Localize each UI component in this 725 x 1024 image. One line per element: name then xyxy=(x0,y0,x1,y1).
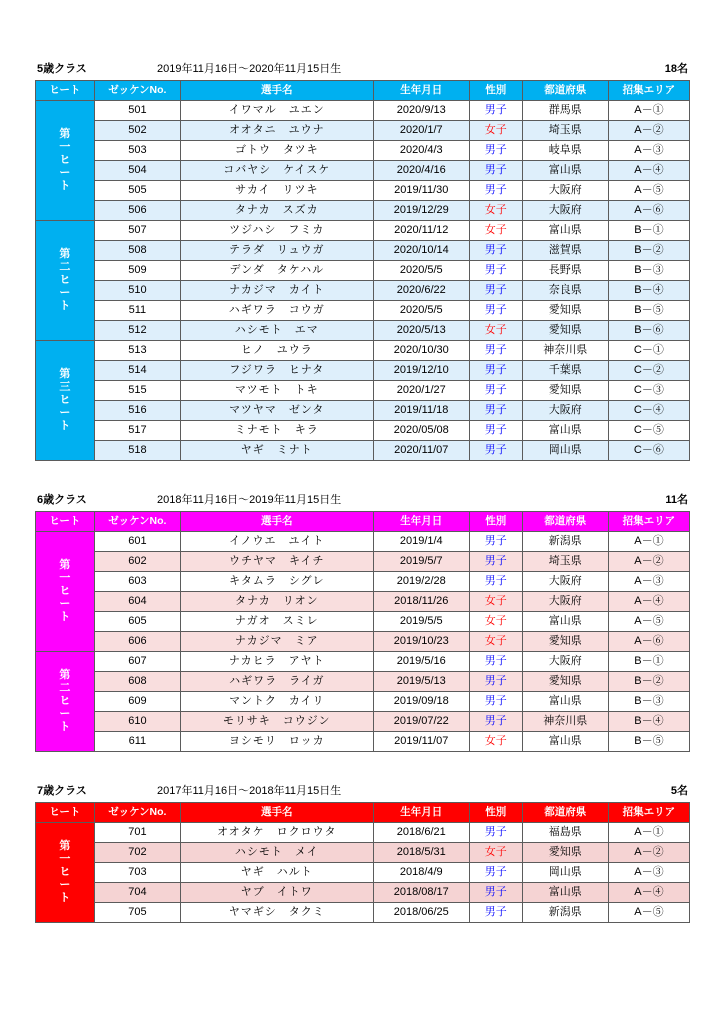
athlete-name: ヨシモリ ロッカ xyxy=(180,732,373,752)
birth-date: 2019/1/4 xyxy=(373,532,469,552)
athlete-name: ヤブ イトワ xyxy=(180,883,373,903)
assembly-area: B－③ xyxy=(608,261,689,281)
prefecture: 福島県 xyxy=(522,823,608,843)
gender: 女子 xyxy=(469,592,522,612)
gender: 男子 xyxy=(469,652,522,672)
column-header: ヒート xyxy=(36,512,95,532)
bib-number: 610 xyxy=(94,712,180,732)
bib-number: 611 xyxy=(94,732,180,752)
bib-number: 509 xyxy=(94,261,180,281)
table-row xyxy=(36,532,690,552)
assembly-area: B－① xyxy=(608,221,689,241)
birth-date: 2019/11/07 xyxy=(373,732,469,752)
prefecture: 岐阜県 xyxy=(522,141,608,161)
table-row xyxy=(36,281,690,301)
assembly-area: A－⑤ xyxy=(608,903,689,923)
athlete-name: ミナモト キラ xyxy=(180,421,373,441)
assembly-area: C－④ xyxy=(608,401,689,421)
athlete-name: ナガオ スミレ xyxy=(180,612,373,632)
column-header: 選手名 xyxy=(180,803,373,823)
bib-number: 703 xyxy=(94,863,180,883)
entry-table xyxy=(35,511,690,752)
birth-date: 2019/11/18 xyxy=(373,401,469,421)
birth-date: 2018/4/9 xyxy=(373,863,469,883)
birth-date: 2019/09/18 xyxy=(373,692,469,712)
prefecture: 大阪府 xyxy=(522,181,608,201)
prefecture: 神奈川県 xyxy=(522,712,608,732)
table-row xyxy=(36,612,690,632)
athlete-name: モリサキ コウジン xyxy=(180,712,373,732)
table-row xyxy=(36,101,690,121)
bib-number: 603 xyxy=(94,572,180,592)
bib-number: 512 xyxy=(94,321,180,341)
gender: 男子 xyxy=(469,301,522,321)
prefecture: 富山県 xyxy=(522,612,608,632)
heat-label xyxy=(36,101,95,221)
sections-container xyxy=(35,60,690,923)
table-row xyxy=(36,321,690,341)
column-header: ゼッケンNo. xyxy=(94,81,180,101)
bib-number: 510 xyxy=(94,281,180,301)
athlete-name: オオタニ ユウナ xyxy=(180,121,373,141)
assembly-area: C－⑥ xyxy=(608,441,689,461)
gender: 男子 xyxy=(469,903,522,923)
birth-date: 2019/07/22 xyxy=(373,712,469,732)
prefecture: 大阪府 xyxy=(522,201,608,221)
birth-date: 2020/9/13 xyxy=(373,101,469,121)
athlete-name: マツモト トキ xyxy=(180,381,373,401)
gender: 女子 xyxy=(469,121,522,141)
gender: 男子 xyxy=(469,241,522,261)
birth-date-range: 2018年11月16日～2019年11月15日生 xyxy=(157,494,342,506)
assembly-area: B－⑤ xyxy=(608,301,689,321)
birth-date: 2020/10/14 xyxy=(373,241,469,261)
birth-date: 2020/10/30 xyxy=(373,341,469,361)
prefecture: 愛知県 xyxy=(522,632,608,652)
prefecture: 愛知県 xyxy=(522,321,608,341)
athlete-name: ヤマギシ タクミ xyxy=(180,903,373,923)
gender: 女子 xyxy=(469,843,522,863)
entry-table xyxy=(35,802,690,923)
birth-date: 2020/05/08 xyxy=(373,421,469,441)
column-header: ヒート xyxy=(36,81,95,101)
birth-date: 2018/06/25 xyxy=(373,903,469,923)
entrant-count: 11名 xyxy=(665,494,688,506)
gender: 男子 xyxy=(469,883,522,903)
bib-number: 501 xyxy=(94,101,180,121)
bib-number: 701 xyxy=(94,823,180,843)
table-row xyxy=(36,361,690,381)
prefecture: 大阪府 xyxy=(522,592,608,612)
column-header: 性別 xyxy=(469,512,522,532)
prefecture: 大阪府 xyxy=(522,652,608,672)
birth-date: 2020/11/07 xyxy=(373,441,469,461)
gender: 男子 xyxy=(469,532,522,552)
assembly-area: A－④ xyxy=(608,592,689,612)
assembly-area: A－② xyxy=(608,121,689,141)
athlete-name: ヤギ ミナト xyxy=(180,441,373,461)
athlete-name: デンダ タケハル xyxy=(180,261,373,281)
table-row xyxy=(36,181,690,201)
heat-label-text: 第 二 ヒ ー ト xyxy=(59,669,71,733)
birth-date: 2018/08/17 xyxy=(373,883,469,903)
table-row xyxy=(36,672,690,692)
birth-date: 2019/2/28 xyxy=(373,572,469,592)
prefecture: 埼玉県 xyxy=(522,552,608,572)
athlete-name: ナカジマ ミア xyxy=(180,632,373,652)
table-row xyxy=(36,341,690,361)
birth-date: 2020/5/13 xyxy=(373,321,469,341)
birth-date: 2019/5/5 xyxy=(373,612,469,632)
prefecture: 富山県 xyxy=(522,221,608,241)
table-row xyxy=(36,732,690,752)
birth-date: 2018/11/26 xyxy=(373,592,469,612)
bib-number: 514 xyxy=(94,361,180,381)
bib-number: 503 xyxy=(94,141,180,161)
athlete-name: オオタケ ロクロウタ xyxy=(180,823,373,843)
athlete-name: ツジハシ フミカ xyxy=(180,221,373,241)
bib-number: 504 xyxy=(94,161,180,181)
athlete-name: テラダ リュウガ xyxy=(180,241,373,261)
gender: 男子 xyxy=(469,361,522,381)
prefecture: 神奈川県 xyxy=(522,341,608,361)
table-row xyxy=(36,843,690,863)
column-header: 生年月日 xyxy=(373,512,469,532)
bib-number: 515 xyxy=(94,381,180,401)
prefecture: 岡山県 xyxy=(522,441,608,461)
bib-number: 604 xyxy=(94,592,180,612)
bib-number: 502 xyxy=(94,121,180,141)
bib-number: 602 xyxy=(94,552,180,572)
birth-date: 2018/5/31 xyxy=(373,843,469,863)
birth-date-range: 2019年11月16日～2020年11月15日生 xyxy=(157,63,342,75)
assembly-area: A－④ xyxy=(608,883,689,903)
bib-number: 606 xyxy=(94,632,180,652)
gender: 女子 xyxy=(469,732,522,752)
bib-number: 601 xyxy=(94,532,180,552)
class-label: 5歳クラス xyxy=(37,63,87,75)
heat-label-text: 第 一 ヒ ー ト xyxy=(59,559,71,623)
bib-number: 507 xyxy=(94,221,180,241)
birth-date: 2020/4/16 xyxy=(373,161,469,181)
gender: 男子 xyxy=(469,161,522,181)
bib-number: 705 xyxy=(94,903,180,923)
bib-number: 513 xyxy=(94,341,180,361)
bib-number: 506 xyxy=(94,201,180,221)
prefecture: 富山県 xyxy=(522,883,608,903)
table-row xyxy=(36,632,690,652)
table-row xyxy=(36,381,690,401)
assembly-area: B－③ xyxy=(608,692,689,712)
athlete-name: タナカ リオン xyxy=(180,592,373,612)
prefecture: 愛知県 xyxy=(522,672,608,692)
assembly-area: C－③ xyxy=(608,381,689,401)
table-row xyxy=(36,221,690,241)
gender: 女子 xyxy=(469,612,522,632)
class-label: 7歳クラス xyxy=(37,785,87,797)
assembly-area: C－② xyxy=(608,361,689,381)
birth-date-range: 2017年11月16日～2018年11月15日生 xyxy=(157,785,342,797)
birth-date: 2019/12/29 xyxy=(373,201,469,221)
class-section xyxy=(35,491,690,752)
table-header-row xyxy=(36,803,690,823)
prefecture: 愛知県 xyxy=(522,381,608,401)
prefecture: 群馬県 xyxy=(522,101,608,121)
table-row xyxy=(36,161,690,181)
assembly-area: B－④ xyxy=(608,281,689,301)
column-header: 都道府県 xyxy=(522,81,608,101)
bib-number: 505 xyxy=(94,181,180,201)
prefecture: 大阪府 xyxy=(522,401,608,421)
bib-number: 516 xyxy=(94,401,180,421)
table-row xyxy=(36,592,690,612)
gender: 男子 xyxy=(469,823,522,843)
assembly-area: B－② xyxy=(608,672,689,692)
assembly-area: A－③ xyxy=(608,572,689,592)
table-row xyxy=(36,141,690,161)
bib-number: 605 xyxy=(94,612,180,632)
table-row xyxy=(36,863,690,883)
athlete-name: ヒノ ユウラ xyxy=(180,341,373,361)
gender: 女子 xyxy=(469,221,522,241)
heat-label xyxy=(36,341,95,461)
athlete-name: サカイ リツキ xyxy=(180,181,373,201)
entry-table xyxy=(35,80,690,461)
birth-date: 2020/1/7 xyxy=(373,121,469,141)
table-row xyxy=(36,301,690,321)
gender: 男子 xyxy=(469,572,522,592)
assembly-area: A－① xyxy=(608,823,689,843)
prefecture: 大阪府 xyxy=(522,572,608,592)
prefecture: 埼玉県 xyxy=(522,121,608,141)
prefecture: 愛知県 xyxy=(522,301,608,321)
birth-date: 2019/10/23 xyxy=(373,632,469,652)
table-row xyxy=(36,201,690,221)
assembly-area: C－⑤ xyxy=(608,421,689,441)
gender: 男子 xyxy=(469,261,522,281)
table-header-row xyxy=(36,512,690,532)
athlete-name: ヤギ ハルト xyxy=(180,863,373,883)
assembly-area: C－① xyxy=(608,341,689,361)
prefecture: 滋賀県 xyxy=(522,241,608,261)
birth-date: 2020/4/3 xyxy=(373,141,469,161)
assembly-area: B－② xyxy=(608,241,689,261)
heat-label xyxy=(36,532,95,652)
heat-label xyxy=(36,221,95,341)
assembly-area: A－⑥ xyxy=(608,632,689,652)
column-header: 招集エリア xyxy=(608,81,689,101)
gender: 男子 xyxy=(469,712,522,732)
prefecture: 愛知県 xyxy=(522,843,608,863)
table-row xyxy=(36,421,690,441)
gender: 女子 xyxy=(469,201,522,221)
table-row xyxy=(36,261,690,281)
bib-number: 518 xyxy=(94,441,180,461)
athlete-name: ナカジマ カイト xyxy=(180,281,373,301)
column-header: 性別 xyxy=(469,803,522,823)
prefecture: 千葉県 xyxy=(522,361,608,381)
athlete-name: イワマル ユエン xyxy=(180,101,373,121)
heat-label-text: 第 一 ヒ ー ト xyxy=(59,128,71,192)
athlete-name: ハシモト メイ xyxy=(180,843,373,863)
entrant-count: 18名 xyxy=(664,63,688,75)
section-header xyxy=(35,60,690,80)
gender: 女子 xyxy=(469,321,522,341)
prefecture: 岡山県 xyxy=(522,863,608,883)
column-header: 生年月日 xyxy=(373,803,469,823)
section-header xyxy=(35,782,690,802)
column-header: 選手名 xyxy=(180,81,373,101)
bib-number: 517 xyxy=(94,421,180,441)
athlete-name: ハシモト エマ xyxy=(180,321,373,341)
heat-label-text: 第 二 ヒ ー ト xyxy=(59,248,71,312)
class-section xyxy=(35,60,690,461)
birth-date: 2019/5/7 xyxy=(373,552,469,572)
column-header: 生年月日 xyxy=(373,81,469,101)
prefecture: 奈良県 xyxy=(522,281,608,301)
gender: 男子 xyxy=(469,281,522,301)
table-row xyxy=(36,401,690,421)
birth-date: 2019/5/16 xyxy=(373,652,469,672)
birth-date: 2018/6/21 xyxy=(373,823,469,843)
column-header: 招集エリア xyxy=(608,803,689,823)
gender: 男子 xyxy=(469,381,522,401)
prefecture: 富山県 xyxy=(522,161,608,181)
athlete-name: フジワラ ヒナタ xyxy=(180,361,373,381)
athlete-name: ウチヤマ キイチ xyxy=(180,552,373,572)
assembly-area: A－② xyxy=(608,843,689,863)
birth-date: 2020/5/5 xyxy=(373,261,469,281)
column-header: 都道府県 xyxy=(522,512,608,532)
assembly-area: A－③ xyxy=(608,863,689,883)
bib-number: 508 xyxy=(94,241,180,261)
prefecture: 新潟県 xyxy=(522,903,608,923)
table-row xyxy=(36,121,690,141)
athlete-name: イノウエ ユイト xyxy=(180,532,373,552)
prefecture: 富山県 xyxy=(522,692,608,712)
table-row xyxy=(36,552,690,572)
gender: 男子 xyxy=(469,421,522,441)
athlete-name: ゴトウ タツキ xyxy=(180,141,373,161)
table-row xyxy=(36,241,690,261)
gender: 男子 xyxy=(469,141,522,161)
heat-label xyxy=(36,823,95,923)
assembly-area: B－① xyxy=(608,652,689,672)
table-row xyxy=(36,652,690,672)
assembly-area: A－① xyxy=(608,101,689,121)
bib-number: 704 xyxy=(94,883,180,903)
athlete-name: ハギワラ ライガ xyxy=(180,672,373,692)
athlete-name: コバヤシ ケイスケ xyxy=(180,161,373,181)
athlete-name: ハギワラ コウガ xyxy=(180,301,373,321)
gender: 男子 xyxy=(469,441,522,461)
assembly-area: B－⑥ xyxy=(608,321,689,341)
gender: 男子 xyxy=(469,692,522,712)
column-header: 選手名 xyxy=(180,512,373,532)
birth-date: 2020/6/22 xyxy=(373,281,469,301)
gender: 男子 xyxy=(469,552,522,572)
assembly-area: A－② xyxy=(608,552,689,572)
assembly-area: B－⑤ xyxy=(608,732,689,752)
bib-number: 608 xyxy=(94,672,180,692)
gender: 男子 xyxy=(469,672,522,692)
column-header: ゼッケンNo. xyxy=(94,803,180,823)
prefecture: 長野県 xyxy=(522,261,608,281)
column-header: ゼッケンNo. xyxy=(94,512,180,532)
birth-date: 2019/12/10 xyxy=(373,361,469,381)
assembly-area: A－⑤ xyxy=(608,181,689,201)
table-header-row xyxy=(36,81,690,101)
prefecture: 新潟県 xyxy=(522,532,608,552)
column-header: 性別 xyxy=(469,81,522,101)
athlete-name: マツヤマ ゼンタ xyxy=(180,401,373,421)
birth-date: 2020/1/27 xyxy=(373,381,469,401)
table-row xyxy=(36,712,690,732)
bib-number: 607 xyxy=(94,652,180,672)
heat-label xyxy=(36,652,95,752)
table-row xyxy=(36,441,690,461)
bib-number: 511 xyxy=(94,301,180,321)
birth-date: 2019/11/30 xyxy=(373,181,469,201)
heat-label-text: 第 三 ヒ ー ト xyxy=(59,368,71,432)
gender: 男子 xyxy=(469,181,522,201)
section-header xyxy=(35,491,690,511)
bib-number: 702 xyxy=(94,843,180,863)
athlete-name: キタムラ シグレ xyxy=(180,572,373,592)
athlete-name: タナカ スズカ xyxy=(180,201,373,221)
table-row xyxy=(36,883,690,903)
birth-date: 2020/11/12 xyxy=(373,221,469,241)
table-row xyxy=(36,692,690,712)
assembly-area: B－④ xyxy=(608,712,689,732)
prefecture: 富山県 xyxy=(522,421,608,441)
bib-number: 609 xyxy=(94,692,180,712)
assembly-area: A－⑥ xyxy=(608,201,689,221)
birth-date: 2020/5/5 xyxy=(373,301,469,321)
athlete-name: マントク カイリ xyxy=(180,692,373,712)
gender: 男子 xyxy=(469,341,522,361)
table-row xyxy=(36,903,690,923)
assembly-area: A－③ xyxy=(608,141,689,161)
gender: 女子 xyxy=(469,632,522,652)
table-row xyxy=(36,572,690,592)
assembly-area: A－① xyxy=(608,532,689,552)
birth-date: 2019/5/13 xyxy=(373,672,469,692)
column-header: 招集エリア xyxy=(608,512,689,532)
class-label: 6歳クラス xyxy=(37,494,87,506)
gender: 男子 xyxy=(469,401,522,421)
assembly-area: A－⑤ xyxy=(608,612,689,632)
entrant-count: 5名 xyxy=(670,785,688,797)
prefecture: 富山県 xyxy=(522,732,608,752)
column-header: 都道府県 xyxy=(522,803,608,823)
assembly-area: A－④ xyxy=(608,161,689,181)
table-row xyxy=(36,823,690,843)
class-section xyxy=(35,782,690,923)
gender: 男子 xyxy=(469,101,522,121)
athlete-name: ナカヒラ アヤト xyxy=(180,652,373,672)
column-header: ヒート xyxy=(36,803,95,823)
heat-label-text: 第 一 ヒ ー ト xyxy=(59,840,71,904)
gender: 男子 xyxy=(469,863,522,883)
